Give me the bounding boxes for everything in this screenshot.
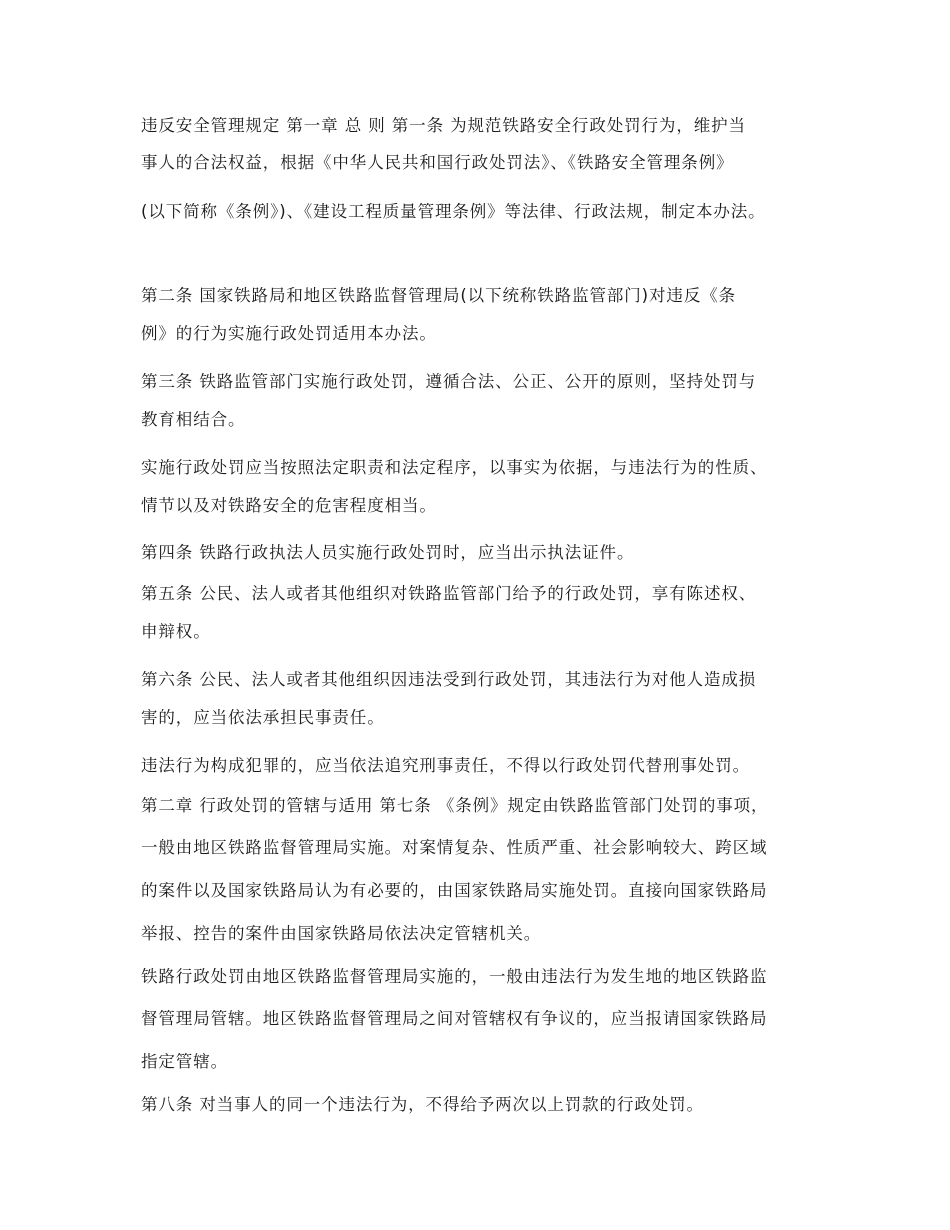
text-line: 实施行政处罚应当按照法定职责和法定程序，以事实为依据，与违法行为的性质、	[141, 458, 768, 477]
text-line: 一般由地区铁路监督管理局实施。对案情复杂、性质严重、社会影响较大、跨区域	[141, 838, 768, 857]
text-line: 教育相结合。	[141, 410, 246, 429]
text-line: 事人的合法权益，根据《中华人民共和国行政处罚法》、《铁路安全管理条例》	[141, 153, 734, 172]
text-line: 例》的行为实施行政处罚适用本办法。	[141, 324, 437, 343]
text-line: 的案件以及国家铁路局认为有必要的，由国家铁路局实施处罚。直接向国家铁路局	[141, 881, 768, 900]
text-line: 督管理局管辖。地区铁路监督管理局之间对管辖权有争议的，应当报请国家铁路局	[141, 1009, 768, 1028]
text-line: 情节以及对铁路安全的危害程度相当。	[141, 496, 437, 515]
text-line: 第五条 公民、法人或者其他组织对铁路监管部门给予的行政处罚，享有陈述权、	[141, 584, 757, 603]
text-line: 第三条 铁路监管部门实施行政处罚，遵循合法、公正、公开的原则，坚持处罚与	[141, 372, 757, 391]
text-line: 第四条 铁路行政执法人员实施行政处罚时，应当出示执法证件。	[141, 543, 635, 562]
text-line: 害的，应当依法承担民事责任。	[141, 708, 385, 727]
text-line: 申辩权。	[141, 622, 211, 641]
text-line: 第八条 对当事人的同一个违法行为，不得给予两次以上罚款的行政处罚。	[141, 1095, 704, 1114]
text-line: 违法行为构成犯罪的，应当依法追究刑事责任，不得以行政处罚代替刑事处罚。	[141, 756, 750, 775]
text-line: 铁路行政处罚由地区铁路监督管理局实施的，一般由违法行为发生地的地区铁路监	[141, 967, 768, 986]
text-line: 第二章 行政处罚的管辖与适用 第七条 《条例》规定由铁路监管部门处罚的事项，	[141, 796, 769, 815]
text-line: 第二条 国家铁路局和地区铁路监督管理局(以下统称铁路监管部门)对违反《条	[141, 286, 737, 305]
text-line: 指定管辖。	[141, 1052, 228, 1071]
text-line: 举报、控告的案件由国家铁路局依法决定管辖机关。	[141, 924, 542, 943]
text-line: 第六条 公民、法人或者其他组织因违法受到行政处罚，其违法行为对他人造成损	[141, 670, 757, 689]
text-line: 违反安全管理规定 第一章 总 则 第一条 为规范铁路安全行政处罚行为，维护当	[141, 116, 746, 135]
text-line: (以下简称《条例》)、《建设工程质量管理条例》等法律、行政法规，制定本办法。	[141, 202, 766, 221]
